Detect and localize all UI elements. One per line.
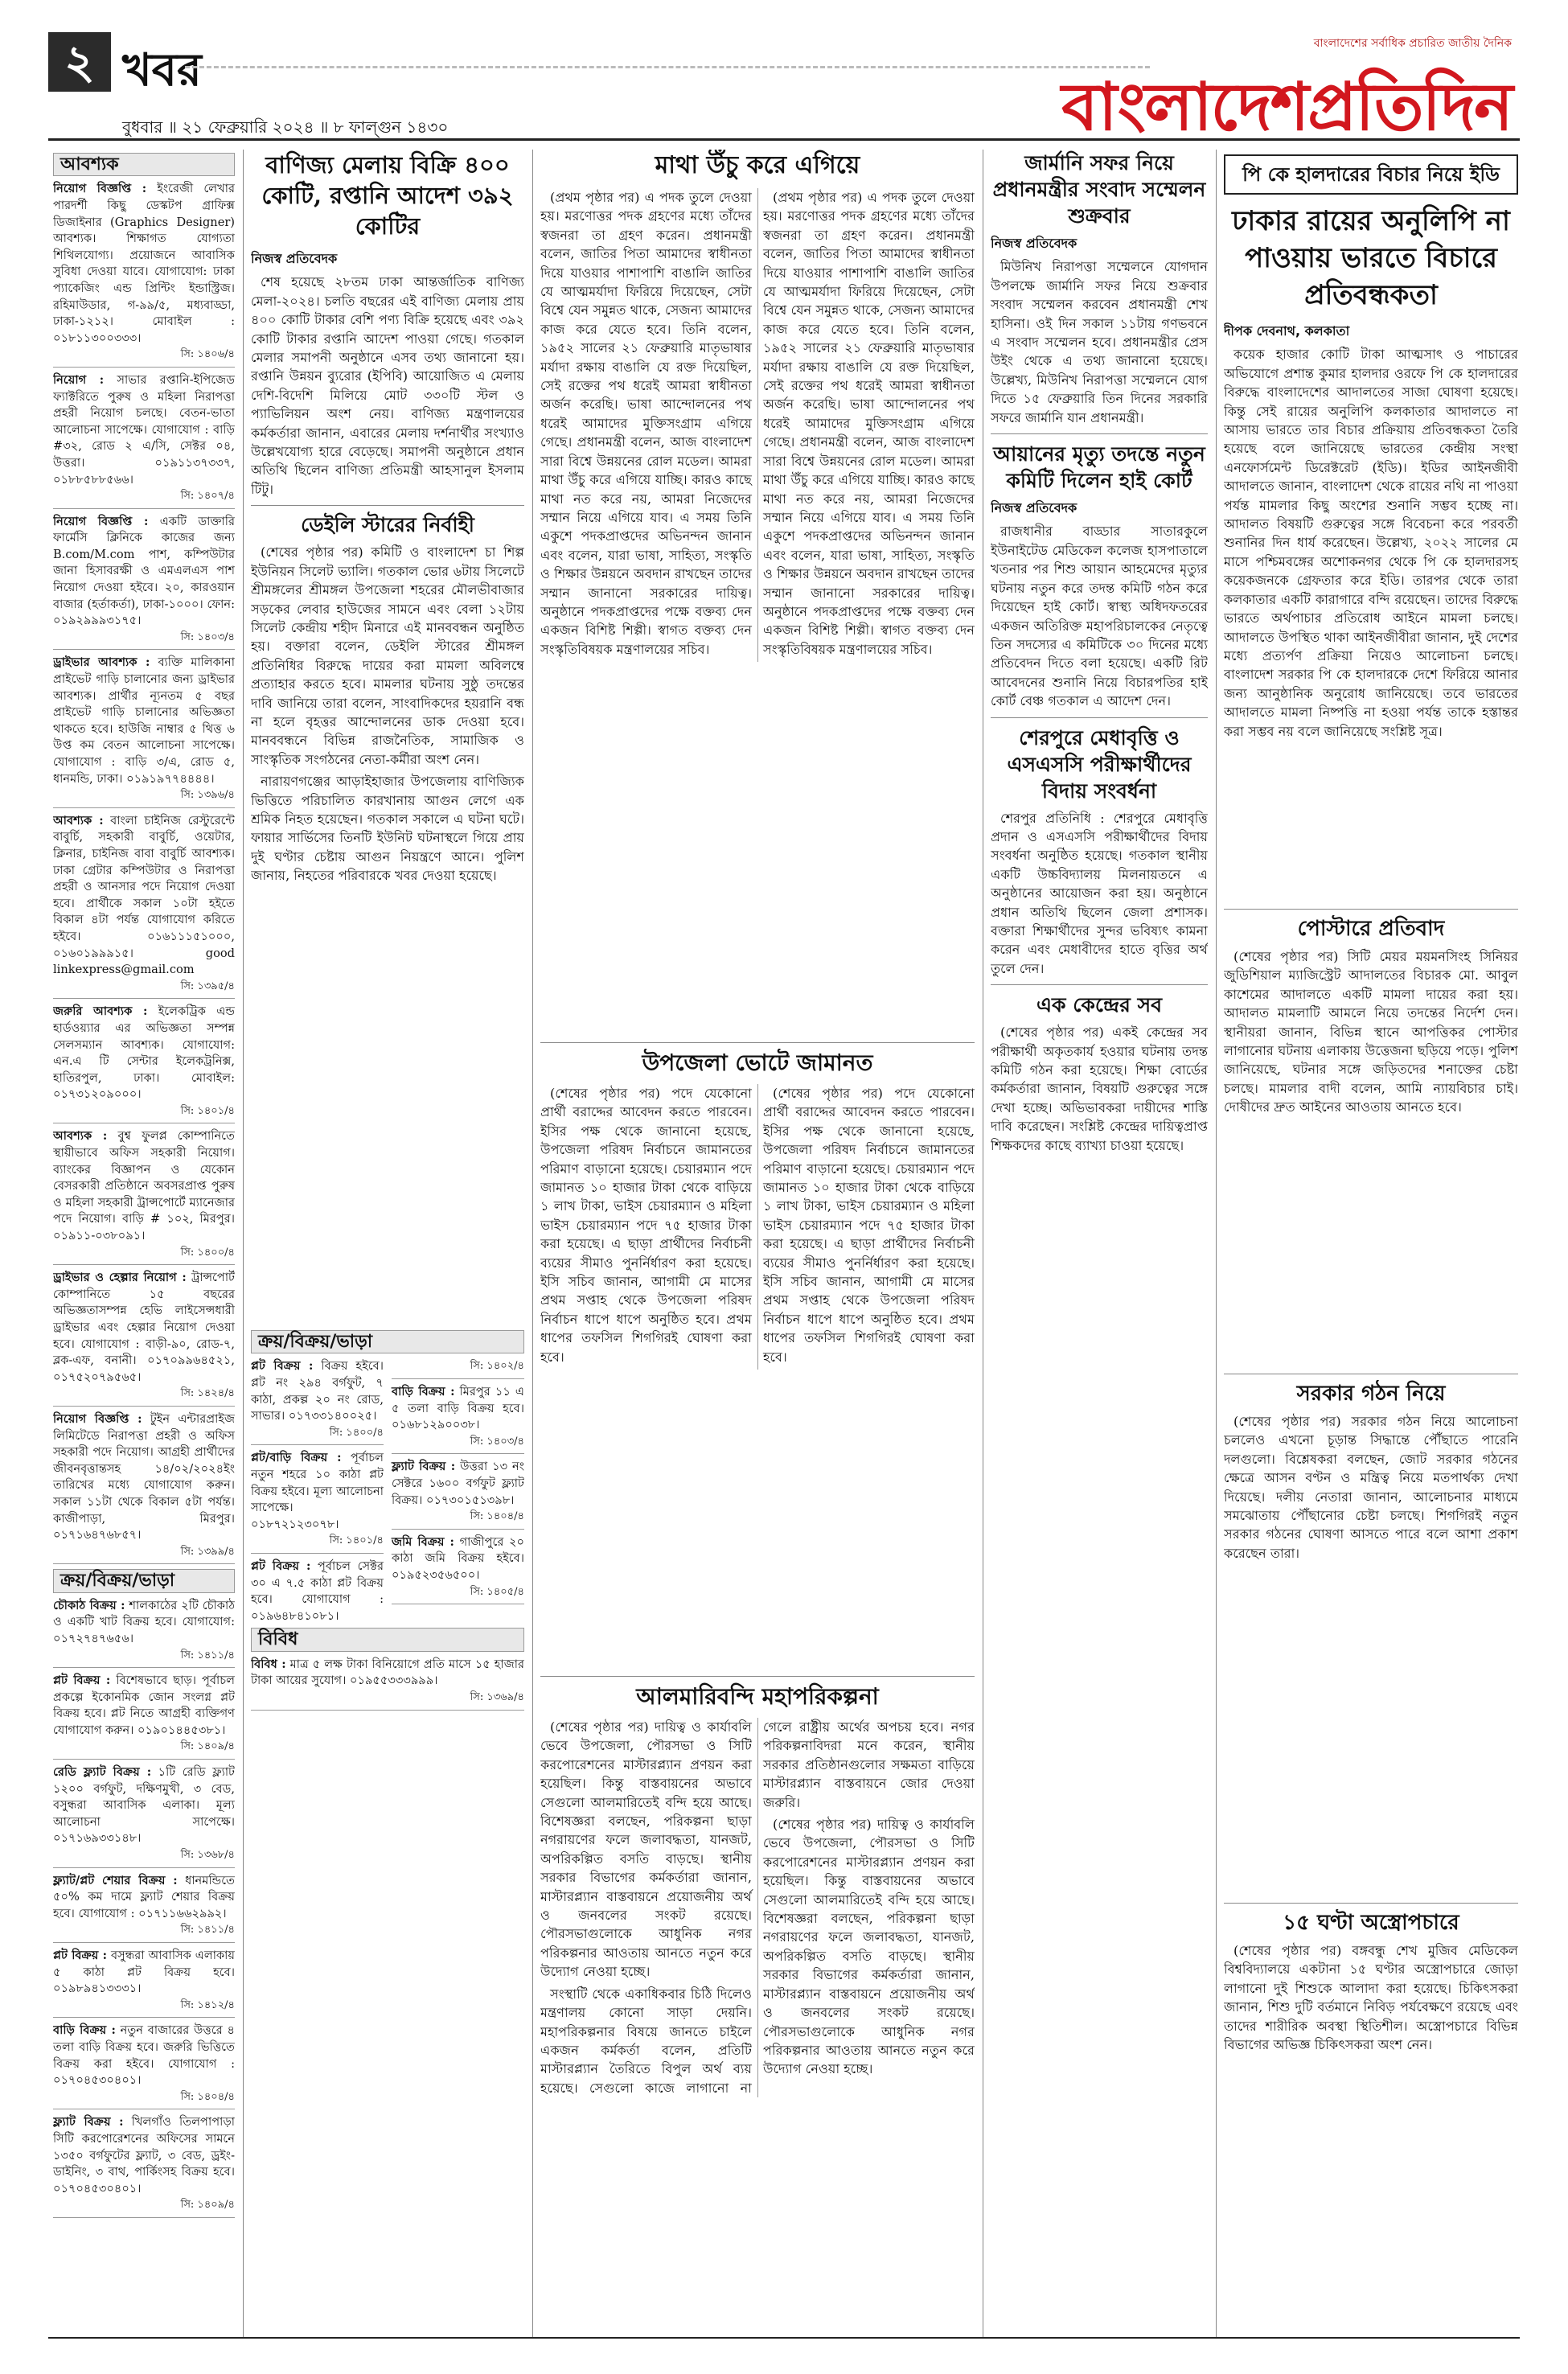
masterplan-body-more: (শেষের পৃষ্ঠার পর) দায়িত্ব ও কার্যাবলি ভেবে উপজেলা, পৌরসভা ও সিটি করপোরেশনের মাস্টারপ্ল্যান প্রণয়ন করা হয়েছিল। কিন্তু বাস্তবায়নের অভাবে সেগুলো আলমারিতেই বন্দি হয়ে আছে। বিশেষজ্ঞরা বলছেন, পরিকল্পনা ছাড়া নগরায়ণের ফলে জলাবদ্ধতা, যানজট, অপরিকল্পিত বসতি বাড়ছে। স্থানীয় সরকার বিভাগের কর্মকর্তারা জানান, মাস্টারপ্ল্যান বাস্তবায়নে প্রয়োজনীয় অর্থ ও জনবলের সংকট রয়েছে। পৌরসভাগুলোকে আধুনিক নগর পরিকল্পনার আওতায় আনতে নতুন করে উদ্যোগ নেওয়া হচ্ছে। [763,1817,975,2077]
ad-ref: সি: ১৪০৬/৪ [180,348,235,361]
footer-rule [48,2337,1520,2339]
classified-ad [53,1764,235,1868]
classified-ad [53,1873,235,1943]
small-sale-heading: ক্রয়/বিক্রয়/ভাড়া [251,1330,524,1353]
classified-ad [53,1598,235,1668]
upazila-article [540,1049,975,1668]
header-rule [48,138,1520,141]
ad-title: ফ্ল্যাট বিক্রয় : [392,1460,456,1474]
ad-text: ১টি রেডি ফ্ল্যাট ১২০০ বর্গফুট, দক্ষিণমুখী, ৩ বেড, বসুন্ধরা আবাসিক এলাকা। মূল্য আলোচনা সাপেক্ষে। ০১৭১৬৯৩৩১৪৮। [53,1765,235,1846]
ad-title: জরুরি আবশ্যক : [53,1004,148,1019]
govt-formation-body: (শেষের পৃষ্ঠার পর) সরকার গঠন নিয়ে আলোচনা চললেও এখনো চূড়ান্ত সিদ্ধান্তে পৌঁছাতে পারেনি দলগুলো। বিশ্লেষকরা বলছেন, জোট সরকার গঠনের ক্ষেত্রে আসন বণ্টন ও মন্ত্রিত্ব নিয়ে মতপার্থক্য দেখা দিয়েছে। দলীয় নেতারা জানান, আলোচনার মাধ্যমে সমঝোতায় পৌঁছানোর চেষ্টা চলছে। শিগগিরই নতুন সরকার গঠনের ঘোষণা আসতে পারে বলে আশা প্রকাশ করেছেন তারা। [1224,1414,1518,1561]
classified-ad [53,1948,235,2018]
exam-center-headline: এক কেন্দ্রের সব [1036,993,1162,1017]
masterplan-body-cont: সংস্থাটি থেকে একাধিকবার চিঠি দিলেও মন্ত্রণালয় কোনো সাড়া দেয়নি। মহাপরিকল্পনার বিষয়ে জানতে চাইলে একজন কর্মকর্তা বলেন, প্রতিটি মাস্টারপ্ল্যান তৈরিতে বিপুল অর্থ ব্যয় হয়েছে। সেগুলো কাজে লাগানো না গেলে রাষ্ট্রীয় অর্থের অপচয় হবে। নগর পরিকল্পনাবিদরা মনে করেন, স্থানীয় সরকার প্রতিষ্ঠানগুলোর সক্ষমতা বাড়িয়ে মাস্টারপ্ল্যান বাস্তবায়নে জোর দেওয়া জরুরি। [540,1719,975,2096]
ad-title: ফ্ল্যাট বিক্রয় : [53,2115,124,2130]
classified-ad [53,1673,235,1760]
classified-ad [53,813,235,1000]
ad-text: বুশ্ব ফুলপ্ল কোম্পানিতে স্থায়ীভাবে অফিস সহকারী নিয়োগ। ব্যাংকের বিজ্ঞাপন ও যেকোন বেসরকারী প্রতিষ্ঠানে অবসরপ্রাপ্ত পুরুষ ও মহিলা সহকারী ট্রান্সপোর্টে ম্যানেজার পদে নিয়োগ। বাড়ি # ১০২, মিরপুর। ০১৯১১-০৩৮০৯১। [53,1129,235,1243]
ad-text: খিলগাঁও তিলপাপাড়া সিটি করপোরেশনের অফিসের সামনে ১৩৫০ বর্গফুটের ফ্ল্যাট, ৩ বেড, ড্রইং-ডাইনিং, ৩ বাথ, পার্কিংসহ বিক্রয় হবে। ০১৭০৪৫৩০৪০১। [53,2115,235,2195]
pm-body-cont: (প্রথম পৃষ্ঠার পর) এ পদক তুলে দেওয়া হয়। মরণোত্তর পদক গ্রহণের মধ্যে তাঁদের স্বজনরা তা গ্রহণ করেন। প্রধানমন্ত্রী বলেন, জাতির পিতা আমাদের স্বাধীনতা দিয়ে যাওয়ার পাশাপাশি বাঙালি জাতির যে আত্মমর্যাদা ফিরিয়ে দিয়েছেন, সেটা বিশ্বে যেন সমুন্নত থাকে, সেজন্য আমাদের কাজ করে যেতে হবে। তিনি বলেন, ১৯৫২ সালের ২১ ফেব্রুয়ারি মাতৃভাষার মর্যাদা রক্ষায় বাঙালি যে রক্ত দিয়েছিল, সেই রক্তের পথ ধরেই আমরা স্বাধীনতা অর্জন করেছি। ভাষা আন্দোলনের পথ ধরেই আমাদের মুক্তিসংগ্রাম এগিয়ে গেছে। প্রধানমন্ত্রী বলেন, আজ বাংলাদেশ সারা বিশ্বে উন্নয়নের রোল মডেল। আমরা মাথা উঁচু করে এগিয়ে যাচ্ছি। কারও কাছে মাথা নত করে নয়, আমরা নিজেদের সম্মান নিয়ে এগিয়ে যাব। এ সময় তিনি একুশে পদকপ্রাপ্তদের অভিনন্দন জানান এবং বলেন, যারা ভাষা, সাহিত্য, সংস্কৃতি ও শিক্ষার উন্নয়নে অবদান রাখছেন তাদের সম্মান জানানো সরকারের দায়িত্ব। অনুষ্ঠানে পদকপ্রাপ্তদের পক্ষে বক্তব্য দেন একজন বিশিষ্ট শিল্পী। স্বাগত বক্তব্য দেন সংস্কৃতিবিষয়ক মন্ত্রণালয়ের সচিব। [763,190,975,657]
ad-ref: সি: ১৪০১/৪ [329,1534,384,1547]
classified-ad [53,514,235,651]
ad-ref: সি: ১৪১২/৪ [180,1998,235,2011]
ad-ref: সি: ১৪০০/৪ [329,1426,384,1439]
ad-title: ফ্ল্যাট/প্লট শেয়ার বিক্রয় : [53,1873,178,1887]
pm-article [540,150,975,1034]
classified-ad [392,1384,524,1454]
ad-text: বাংলা চাইনিজ রেস্টুরেন্টে বাবুর্চি, সহকারী বাবুর্চি, ওয়েটার, ক্লিনার, চাইনিজ বাবা বাবুর্চি আবশ্যক। ঢাকা গ্রেটার কম্পিউটার ও নিরাপত্তা প্রহরী ও আনসার পদে নিয়োগ দেওয়া হবে। প্রার্থীকে সকাল ১০টা হইতে বিকাল ৪টা পর্যন্ত যোগাযোগ করিতে হইবে। ০১৬১১১৫১০০০, ০১৬০১৯৯৯১৫। good linkexpress@gmail.com [53,813,235,977]
ad-text: একটি ডাক্তারি ফার্মেসি ক্লিনিকে কাজের জন্য B.com/M.com পাশ, কম্পিউটার জানা হিসাবরক্ষী ও এমএলএস পাশ নিয়োগ দেওয়া হইবে। ২০, কারওয়ান বাজার (হর্তাকর্তা), ঢাকা-১০০০। ফোন: ০১৯২৯৯৯৩১৭৫। [53,514,235,628]
ad-ref: সি: ১৪০৫/৪ [470,1585,524,1598]
ad-ref: সি: ১৪১১/৪ [180,1924,235,1937]
trade-fair-body: শেষ হয়েছে ২৮তম ঢাকা আন্তর্জাতিক বাণিজ্য মেলা-২০২৪। চলতি বছরের এই বাণিজ্য মেলায় প্রায় ৪০০ কোটি টাকার বেশি পণ্য বিক্রি হয়েছে এবং ৩৯২ কোটি টাকার রপ্তানি আদেশ পাওয়া গেছে। গতকাল মেলার সমাপনী অনুষ্ঠানে এসব তথ্য জানানো হয়। রপ্তানি উন্নয়ন ব্যুরোর (ইপিবি) আয়োজিত এ মেলায় দেশি-বিদেশি মিলিয়ে মোট ৩৩০টি স্টল ও প্যাভিলিয়ন অংশ নেয়। বাণিজ্য মন্ত্রণালয়ের কর্মকর্তারা জানান, এবারের মেলায় দর্শনার্থীর সংখ্যাও উল্লেখযোগ্য হারে বেড়েছে। সমাপনী অনুষ্ঠানে প্রধান অতিথি ছিলেন বাণিজ্য প্রতিমন্ত্রী আহসানুল ইসলাম টিটু। [251,274,524,497]
column-5 [991,150,1208,2321]
ad-title: নিয়োগ বিজ্ঞপ্তি : [53,514,149,528]
classified-ad [53,655,235,807]
ad-ref: সি: ১৪০২/৪ [470,1360,524,1373]
header-dash-rule [185,66,1150,68]
ad-text: ইংরেজী লেখার পারদর্শী কিছু ডেস্কটপ গ্রাফিক্স ডিজাইনার (Graphics Designer) আবশ্যক। শিক্ষাগত যোগ্যতা শিথিলযোগ্য। প্রয়োজনে আবাসিক সুবিধা দেওয়া যাবে। যোগাযোগ: ঢাকা প্যাকেজিং এন্ড প্রিন্টিং ইন্ডাস্ট্রিজ। রহিমাউডার, গ-৯৯/৫, মধ্যবাড্ডা, ঢাকা-১২১২। মোবাইল : ০১৮১১৩০০৩৩৩। [53,182,235,345]
ad-ref: সি: ১৪০৪/৪ [180,2090,235,2103]
ad-text: শালকাঠের ২টি চৌকাঠ ও একটি খাট বিক্রয় হবে। যোগাযোগ: ০১৭২৭৪৭৬৫৬। [53,1598,235,1645]
ad-title: জমি বিক্রয় : [392,1534,454,1549]
trade-fair-headline: বাণিজ্য মেলায় বিক্রি ৪০০ কোটি, রপ্তানি আদেশ ৩৯২ কোটির [261,151,514,240]
ad-ref: সি: ১৪০৩/৪ [180,630,235,643]
pk-halder-article [1224,322,1518,901]
ad-title: প্লট বিক্রয় : [53,1949,108,1962]
pk-halder-body: কয়েক হাজার কোটি টাকা আত্মসাৎ ও পাচারের অভিযোগে প্রশান্ত কুমার হালদার ওরফে পি কে হালদারের বিরুদ্ধে বাংলাদেশের আদালতের সাজা ঘোষণা হয়েছে। কিন্তু সেই রায়ের অনুলিপি কলকাতার আদালতে না আসায় ভারতে তার বিচার প্রক্রিয়ায় প্রতিবন্ধকতা তৈরি হয়েছে বলে জানিয়েছে ভারতের কেন্দ্রীয় সংস্থা এনফোর্সমেন্ট ডিরেক্টরেট (ইডি)। ইডির আইনজীবী আদালতে জানান, বাংলাদেশ থেকে রায়ের নথি না পাওয়া পর্যন্ত মামলার কিছু অংশের শুনানি সম্ভব হচ্ছে না। আদালত বিষয়টি গুরুত্বের সঙ্গে বিবেচনা করে পরবর্তী শুনানির দিন ধার্য করেছেন। উল্লেখ্য, ২০২২ সালের মে মাসে পশ্চিমবঙ্গের অশোকনগর থেকে পি কে হালদারসহ কয়েকজনকে গ্রেফতার করে ইডি। তারপর থেকে তারা কলকাতার একটি কারাগারে বন্দি রয়েছেন। তাদের বিরুদ্ধে ভারতে অর্থপাচার প্রতিরোধ আইনে মামলা চলছে। আদালতে উপস্থিত থাকা আইনজীবীরা জানান, দুই দেশের মধ্যে প্রত্যর্পণ প্রক্রিয়া নিয়েও আলোচনা চলছে। বাংলাদেশ সরকার পি কে হালদারকে দেশে ফিরিয়ে আনার জন্য আনুষ্ঠানিক অনুরোধ জানিয়েছে। তবে ভারতের আদালতে মামলা নিষ্পত্তি না হওয়া পর্যন্ত তাকে হস্তান্তর করা সম্ভব নয় বলে জানিয়েছে সংশ্লিষ্ট সূত্র। [1224,347,1518,739]
surgery-body: (শেষের পৃষ্ঠার পর) বঙ্গবন্ধু শেখ মুজিব মেডিকেল বিশ্ববিদ্যালয়ে একটানা ১৫ ঘণ্টার অস্ত্রোপচারে জোড়া লাগানো দুই শিশুকে আলাদা করা হয়েছে। চিকিৎসকরা জানান, শিশু দুটি বর্তমানে নিবিড় পর্যবেক্ষণে রয়েছে এবং তাদের শারীরিক অবস্থা স্থিতিশীল। অস্ত্রোপচারে বিভিন্ন বিভাগের অভিজ্ঞ চিকিৎসকরা অংশ নেন। [1224,1943,1518,2053]
brand-logo: বাংলাদেশপ্রতিদিন [1061,69,1512,146]
poster-body: (শেষের পৃষ্ঠার পর) সিটি মেয়র ময়মনসিংহ সিনিয়র জুডিশিয়াল ম্যাজিস্ট্রেট আদালতের বিচারক মো. আবুল কাশেমের আদালতে একটি মামলা দায়ের করা হয়। আদালত মামলাটি আমলে নিয়ে তদন্তের নির্দেশ দেন। স্থানীয়রা জানান, বিভিন্ন স্থানে আপত্তিকর পোস্টার লাগানোর ঘটনায় এলাকায় উত্তেজনা ছড়িয়ে পড়ে। পুলিশ জানিয়েছে, ঘটনার সঙ্গে জড়িতদের শনাক্তের চেষ্টা চলছে। মামলার বাদী বলেন, আমি ন্যায়বিচার চাই। দোষীদের দ্রুত আইনের আওতায় আনতে হবে। [1224,949,1518,1115]
page-number: ২ [48,32,111,92]
small-classified-column [251,1327,524,2316]
ad-text: সাভার রপ্তানি-ইপিজেড ফ্যাক্টরিতে পুরুষ ও মহিলা নিরাপত্তা প্রহরী নিয়োগ চলছে। বেতন-ভাতা আলোচনা সাপেক্ষে। যোগাযোগ : বাড়ি #৩২, রোড ২ এ/সি, সেক্টর ০৪, উত্তরা। ০১৯১১৩৭৩৩৭, ০১৮৮৫৮৮৫৬৬। [53,372,235,487]
poster-article [1224,915,1518,1366]
ad-ref: সি: ১৩৬৯/৪ [470,1690,524,1703]
pm-headline: মাথা উঁচু করে এগিয়ে [655,151,860,179]
ad-ref: সি: ১৩৬৮/৪ [180,1849,235,1862]
ad-ref: সি: ১৪০৭/৪ [180,490,235,503]
pk-halder-kicker: পি কে হালদারের বিচার নিয়ে ইডি [1224,154,1518,195]
classified-ad [53,1270,235,1407]
ad-title: বাড়ি বিক্রয় : [392,1385,455,1399]
trade-fair-byline: নিজস্ব প্রতিবেদক [251,251,338,266]
ad-ref: সি: ১৪০৯/৪ [180,2199,235,2212]
ad-text: ইলেকট্রিক এন্ড হার্ডওয়্যার এর অভিজ্ঞতা সম্পন্ন সেলসম্যান আবশ্যক। যোগাযোগ: এন.এ টি সেন্টার ইলেকট্রনিক্স, হাতিরপুল, ঢাকা। মোবাইল: ০১৭৩১২০৯০০০। [53,1004,235,1102]
upazila-body-cont: (শেষের পৃষ্ঠার পর) পদে যেকোনো প্রার্থী বরাদ্দের আবেদন করতে পারবেন। ইসির পক্ষ থেকে জানানো হয়েছে, উপজেলা পরিষদ নির্বাচনে জামানতের পরিমাণ বাড়ানো হয়েছে। চেয়ারম্যান পদে জামানত ১০ হাজার টাকা থেকে বাড়িয়ে ১ লাখ টাকা, ভাইস চেয়ারম্যান ও মহিলা ভাইস চেয়ারম্যান পদে ৭৫ হাজার টাকা করা হয়েছে। এ ছাড়া প্রার্থীদের নির্বাচনী ব্যয়ের সীমাও পুনর্নির্ধারণ করা হয়েছে। ইসি সচিব জানান, আগামী মে মাসের প্রথম সপ্তাহ থেকে উপজেলা পরিষদ নির্বাচন ধাপে ধাপে অনুষ্ঠিত হবে। প্রথম ধাপের তফসিল শিগগিরই ঘোষণা করা হবে। [763,1086,975,1365]
classified-ad [53,1411,235,1564]
ad-ref: সি: ১৪০৯/৪ [180,1740,235,1753]
ad-title: রেডি ফ্ল্যাট বিক্রয় : [53,1765,152,1780]
govt-formation-headline: সরকার গঠন নিয়ে [1296,1382,1446,1406]
daily-star-headline: ডেইলি স্টারের নির্বাহী [301,513,474,537]
ad-ref: সি: ১৪০০/৪ [180,1246,235,1259]
ad-text: ধানমন্ডিতে ৫০% কম দামে ফ্ল্যাট শেয়ার বিক্রয় হবে। যোগাযোগ : ০১৭১১৬৬২৯৯২। [53,1873,235,1920]
daily-star-body: (শেষের পৃষ্ঠার পর) কমিটি ও বাংলাদেশ চা শিল্প ইউনিয়ন সিলেট ভ্যালি। গতকাল ভোর ৬টায় সিলেটে শ্রীমঙ্গলের শ্রীমঙ্গল উপজেলা শহরের মৌলভীবাজার সড়কের লেবার হাউজের সামনে এবং বেলা ১২টায় সিলেট কেন্দ্রীয় শহীদ মিনারে এই মানববন্ধন অনুষ্ঠিত হয়। বক্তারা বলেন, ডেইলি স্টারের শ্রীমঙ্গল প্রতিনিধির বিরুদ্ধে দায়ের করা মামলা অবিলম্বে প্রত্যাহার করতে হবে। মামলার ঘটনায় সুষ্ঠু তদন্তের দাবি জানিয়ে তারা বলেন, সাংবাদিকদের হয়রানি বন্ধ না হলে বৃহত্তর আন্দোলনের ডাক দেওয়া হবে। মানববন্ধনে বিভিন্ন রাজনৈতিক, সামাজিক ও সাংস্কৃতিক সংগঠনের নেতা-কর্মীরা অংশ নেন। [251,544,524,767]
ad-text: নতুন বাজারের উত্তরে ৪ তলা বাড়ি বিক্রয় হবে। জরুরি ভিত্তিতে বিক্রয় করা হইবে। যোগাযোগ : ০১৭০৪৫৩০৪০১। [53,2023,235,2088]
classified-ad [251,1657,524,1711]
ad-title: বাড়ি বিক্রয় : [53,2023,116,2038]
classified-ad [53,372,235,509]
ad-text: পূর্বাচল সেক্টর ৩০ এ ৭.৫ কাঠা প্লট বিক্রয় হবে। যোগাযোগ : ০১৯৬৪৮৪১০৮১। [251,1559,384,1623]
classified-ad [53,2023,235,2109]
classified-column [53,150,235,2321]
ad-title: প্লট বিক্রয় : [53,1674,111,1688]
ad-text: বিশেষভাবে ছাড়। পূর্বাচল প্রকল্পে ইকোনমিক জোন সংলগ্ন প্লট বিক্রয় হবে। প্লট নিতে আগ্রহী ব্যক্তিগণ যোগাযোগ করুন। ০১৯০১৪৪৫৩৮১। [53,1674,235,1737]
classified-ad [53,1128,235,1265]
ad-title: বিবিধ : [251,1657,286,1671]
ad-title: নিয়োগ বিজ্ঞপ্তি : [53,1411,142,1426]
classified-heading: আবশ্যক [53,153,235,176]
poster-headline: পোস্টারে প্রতিবাদ [1297,917,1445,941]
ad-text: বিক্রয় হইবে। প্লট নং ২৯৪ বর্গফুট, ৭ কাঠা, প্রকল্প ২০ নং রোড, সাভার। ০১৭৩৩১৪০০২৫। [251,1359,384,1423]
ad-title: নিয়োগ বিজ্ঞপ্তি : [53,182,147,196]
pk-halder-byline: দীপক দেবনাথ, কলকাতা [1224,323,1350,339]
ad-text: বসুন্ধরা আবাসিক এলাকায় ৫ কাঠা প্লট বিক্রয় হবে। ০১৯৮৯৪১৩৩৩১। [53,1949,235,1996]
masterplan-body: (শেষের পৃষ্ঠার পর) দায়িত্ব ও কার্যাবলি ভেবে উপজেলা, পৌরসভা ও সিটি করপোরেশনের মাস্টারপ্ল্যান প্রণয়ন করা হয়েছিল। কিন্তু বাস্তবায়নের অভাবে সেগুলো আলমারিতেই বন্দি হয়ে আছে। বিশেষজ্ঞরা বলছেন, পরিকল্পনা ছাড়া নগরায়ণের ফলে জলাবদ্ধতা, যানজট, অপরিকল্পিত বসতি বাড়ছে। স্থানীয় সরকার বিভাগের কর্মকর্তারা জানান, মাস্টারপ্ল্যান বাস্তবায়নে প্রয়োজনীয় অর্থ ও জনবলের সংকট রয়েছে। পৌরসভাগুলোকে আধুনিক নগর পরিকল্পনার আওতায় আনতে নতুন করে উদ্যোগ নেওয়া হচ্ছে। [540,1719,752,1980]
ad-ref: সি: ১৪০৩/৪ [470,1435,524,1448]
column-rule [1216,150,1217,2337]
pk-halder-headline: ঢাকার রায়ের অনুলিপি না পাওয়ায় ভারতে বিচারে প্রতিবন্ধকতা [1232,205,1510,311]
upazila-headline: উপজেলা ভোটে জামানত [642,1049,873,1076]
ad-ref: সি: ১৪১১/৪ [180,1649,235,1661]
ad-title: প্লট/বাড়ি বিক্রয় : [251,1451,342,1465]
sherpur-body: শেরপুর প্রতিনিধি : শেরপুরে মেধাবৃত্তি প্রদান ও এসএসসি পরীক্ষার্থীদের বিদায় সংবর্ধনা অনুষ্ঠিত হয়েছে। গতকাল স্থানীয় একটি উচ্চবিদ্যালয় মিলনায়তনে এ অনুষ্ঠানের আয়োজন করা হয়। অনুষ্ঠানে প্রধান অতিথি ছিলেন জেলা প্রশাসক। বক্তারা শিক্ষার্থীদের সুন্দর ভবিষ্যৎ কামনা করেন এবং মেধাবীদের হাতে বৃত্তির অর্থ তুলে দেন। [991,810,1208,976]
trade-fair-article [251,150,524,1316]
misc-heading: বিবিধ [251,1628,524,1651]
classified-ad [392,1534,524,1604]
ayan-byline: নিজস্ব প্রতিবেদক [991,500,1077,516]
masterplan-article [540,1682,975,2326]
ad-text: ব্যক্তি মালিকানা প্রাইভেট গাড়ি চালানোর জন্য ড্রাইভার আবশ্যক। প্রার্থীর ন্যূনতম ৫ বছর প্রাইভেট গাড়ি চালানোর অভিজ্ঞতা থাকতে হবে। হাউজি নাম্বার ৫ থিত্ত ৬ উপ্ত কম বেতন আলোচনা সাপেক্ষে। যোগাযোগ : বাড়ি ৩/এ, রোড ৫, ধানমন্ডি, ঢাকা। ০১৯১৯৭৭৪৪৪৪। [53,655,235,786]
ad-ref: সি: ১৪০৪/৪ [470,1510,524,1523]
ayan-headline: আয়ানের মৃত্যু তদন্তে নতুন কমিটি দিলেন হাই কোর্ট [993,442,1205,493]
ad-ref: সি: ১৪০১/৪ [180,1104,235,1117]
ad-title: প্লট বিক্রয় : [251,1559,311,1573]
ad-title: চৌকাঠ বিক্রয় : [53,1598,125,1612]
column-rule [532,150,533,2337]
germany-body: মিউনিখ নিরাপত্তা সম্মেলনে যোগদান উপলক্ষে জার্মানি সফর নিয়ে শুক্রবার সংবাদ সম্মেলন করবেন প্রধানমন্ত্রী শেখ হাসিনা। ওই দিন সকাল ১১টায় গণভবনে এ সংবাদ সম্মেলন হবে। প্রধানমন্ত্রীর প্রেস উইং থেকে এ তথ্য জানানো হয়েছে। উল্লেখ্য, মিউনিখ নিরাপত্তা সম্মেলনে যোগ দিতে ১৫ ফেব্রুয়ারি তিন দিনের সরকারি সফরে জার্মানি যান প্রধানমন্ত্রী। [991,259,1208,425]
surgery-article [1224,1909,1518,2327]
ad-ref: সি: ১৪২৪/৪ [180,1387,235,1400]
pm-body: (প্রথম পৃষ্ঠার পর) এ পদক তুলে দেওয়া হয়। মরণোত্তর পদক গ্রহণের মধ্যে তাঁদের স্বজনরা তা গ্রহণ করেন। প্রধানমন্ত্রী বলেন, জাতির পিতা আমাদের স্বাধীনতা দিয়ে যাওয়ার পাশাপাশি বাঙালি জাতির যে আত্মমর্যাদা ফিরিয়ে দিয়েছেন, সেটা বিশ্বে যেন সমুন্নত থাকে, সেজন্য আমাদের কাজ করে যেতে হবে। তিনি বলেন, ১৯৫২ সালের ২১ ফেব্রুয়ারি মাতৃভাষার মর্যাদা রক্ষায় বাঙালি যে রক্ত দিয়েছিল, সেই রক্তের পথ ধরেই আমরা স্বাধীনতা অর্জন করেছি। ভাষা আন্দোলনের পথ ধরেই আমাদের মুক্তিসংগ্রাম এগিয়ে গেছে। প্রধানমন্ত্রী বলেন, আজ বাংলাদেশ সারা বিশ্বে উন্নয়নের রোল মডেল। আমরা মাথা উঁচু করে এগিয়ে যাচ্ছি। কারও কাছে মাথা নত করে নয়, আমরা নিজেদের সম্মান নিয়ে এগিয়ে যাব। এ সময় তিনি একুশে পদকপ্রাপ্তদের অভিনন্দন জানান এবং বলেন, যারা ভাষা, সাহিত্য, সংস্কৃতি ও শিক্ষার উন্নয়নে অবদান রাখছেন তাদের সম্মান জানানো সরকারের দায়িত্ব। অনুষ্ঠানে পদকপ্রাপ্তদের পক্ষে বক্তব্য দেন একজন বিশিষ্ট শিল্পী। স্বাগত বক্তব্য দেন সংস্কৃতিবিষয়ক মন্ত্রণালয়ের সচিব। [540,190,752,657]
section-name: খবর [122,43,202,97]
classified-ad [53,181,235,368]
ad-text: উত্তরা ১৩ নং সেক্টরে ১৬০০ বর্গফুট ফ্ল্যাট বিক্রয়। ০১৭৩০১৫১৩৯৮। [392,1460,524,1507]
surgery-headline: ১৫ ঘণ্টা অস্ত্রোপচারে [1283,1911,1459,1935]
ad-title: আবশ্যক : [53,1129,108,1144]
ad-ref: সি: ১৩৯৬/৪ [180,789,235,802]
upazila-body: (শেষের পৃষ্ঠার পর) পদে যেকোনো প্রার্থী বরাদ্দের আবেদন করতে পারবেন। ইসির পক্ষ থেকে জানানো হয়েছে, উপজেলা পরিষদ নির্বাচনে জামানতের পরিমাণ বাড়ানো হয়েছে। চেয়ারম্যান পদে জামানত ১০ হাজার টাকা থেকে বাড়িয়ে ১ লাখ টাকা, ভাইস চেয়ারম্যান ও মহিলা ভাইস চেয়ারম্যান পদে ৭৫ হাজার টাকা করা হয়েছে। এ ছাড়া প্রার্থীদের নির্বাচনী ব্যয়ের সীমাও পুনর্নির্ধারণ করা হয়েছে। ইসি সচিব জানান, আগামী মে মাসের প্রথম সপ্তাহ থেকে উপজেলা পরিষদ নির্বাচন ধাপে ধাপে অনুষ্ঠিত হবে। প্রথম ধাপের তফসিল শিগগিরই ঘোষণা করা হবে। [540,1086,752,1365]
ad-text: গাজীপুরে ২০ কাঠা জমি বিক্রয় হইবে। ০১৯৫২৩৫৬৫০০। [392,1534,524,1582]
ad-title: আবশ্যক : [53,813,104,828]
germany-headline: জার্মানি সফর নিয়ে প্রধানমন্ত্রীর সংবাদ সম্মেলন শুক্রবার [992,151,1206,228]
exam-center-body: (শেষের পৃষ্ঠার পর) একই কেন্দ্রের সব পরীক্ষার্থী অকৃতকার্য হওয়ার ঘটনায় তদন্ত কমিটি গঠন করা হয়েছে। শিক্ষা বোর্ডের কর্মকর্তারা জানান, বিষয়টি গুরুত্বের সঙ্গে দেখা হচ্ছে। অভিভাবকরা দায়ীদের শাস্তি দাবি করেছেন। সংশ্লিষ্ট কেন্দ্রের দায়িত্বপ্রাপ্ত শিক্ষকদের কাছে ব্যাখ্যা চাওয়া হয়েছে। [991,1025,1208,1153]
ad-title: প্লট বিক্রয় : [251,1359,314,1374]
ad-title: নিয়োগ : [53,372,105,387]
misc-body: নারায়ণগঞ্জের আড়াইহাজার উপজেলায় বাণিজ্যিক ভিত্তিতে পরিচালিত কারখানায় আগুন লেগে এক শ্রমিক নিহত হয়েছেন। গতকাল সকালে এ ঘটনা ঘটে। ফায়ার সার্ভিসের তিনটি ইউনিট ঘটনাস্থলে গিয়ে প্রায় দুই ঘণ্টার চেষ্টায় আগুন নিয়ন্ত্রণে আনে। পুলিশ জানায়, নিহতের পরিবারকে খবর দেওয়া হয়েছে। [251,774,524,884]
ad-text: মাত্র ৫ লক্ষ টাকা বিনিয়োগে প্রতি মাসে ১৫ হাজার টাকা আয়ের সুযোগ। ০১৯৫৫৩৩৩৯৯৯। [251,1657,524,1688]
classified-ad [251,1358,384,1445]
column-rule [243,150,244,2337]
classified-ad [53,2114,235,2218]
ad-text: পূর্বাচল নতুন শহরে ১০ কাঠা প্লট বিক্রয় হইবে। মূল্য আলোচনা সাপেক্ষে। ০১৮৭২১২৩০৭৮। [251,1451,384,1531]
ayan-body: রাজধানীর বাড্ডার সাতারকুলে ইউনাইটেড মেডিকেল কলেজ হাসপাতালে খতনার পর শিশু আয়ান আহমেদের মৃত্যুর ঘটনায় নতুন করে তদন্ত কমিটি গঠন করে দিয়েছেন হাই কোর্ট। স্বাস্থ্য অধিদফতরের একজন অতিরিক্ত মহাপরিচালকের নেতৃত্বে তিন সদস্যের এ কমিটিকে ৩০ দিনের মধ্যে প্রতিবেদন দিতে বলা হয়েছে। একটি রিট আবেদনের শুনানি নিয়ে বিচারপতির হাই কোর্ট বেঞ্চ গতকাল এ আদেশ দেন। [991,524,1208,709]
ad-title: ড্রাইভার আবশ্যক : [53,655,150,670]
sherpur-headline: শেরপুরে মেধাবৃত্তি ও এসএসসি পরীক্ষার্থীদের বিদায় সংবর্ধনা [1007,725,1192,803]
brand-tagline: বাংলাদেশের সর্বাধিক প্রচারিত জাতীয় দৈনিক [1313,37,1512,50]
dateline: বুধবার ॥ ২১ ফেব্রুয়ারি ২০২৪ ॥ ৮ ফাল্গুন ১৪৩০ [122,117,449,137]
ad-text: মিরপুর ১১ এ ৫ তলা বাড়ি বিক্রয় হবে। ০১৬৮১২৯০০৩৮। [392,1385,524,1432]
germany-byline: নিজস্ব প্রতিবেদক [991,236,1077,251]
ad-title: ড্রাইভার ও হেল্পার নিয়োগ : [53,1271,187,1285]
classified-ad [251,1450,384,1554]
classified-ad [392,1459,524,1529]
ad-text: ট্রান্সপোর্ট কোম্পানিতে ১৫ বছরের অভিজ্ঞতাসম্পন্ন হেভি লাইসেন্সধারী ড্রাইভার এবং হেল্পার নিয়োগ দেওয়া হবে। যোগাযোগ : বাড়ী-৯০, রোড-৭, ব্লক-এফ, বনানী। ০১৭০৯৯৬৪৫২১, ০১৭৫২০৭৯৫৬৫। [53,1271,235,1384]
ad-ref: সি: ১৩৯৫/৪ [180,980,235,992]
ad-text: টুইন এন্টারপ্রাইজ লিমিটেডে নিরাপত্তা প্রহরী ও অফিস সহকারী পদে নিয়োগ। আগ্রহী প্রার্থীদের জীবনবৃত্তান্তসহ ১৪/০২/২০২৪ইং তারিখের মধ্যে যোগাযোগ করুন। সকাল ১১টা থেকে বিকাল ৫টা পর্যন্ত। কাজীপাড়া, মিরপুর। ০১৭১৬৪৭৬৮৫৭। [53,1411,235,1542]
ad-ref: সি: ১৩৯৯/৪ [180,1545,235,1558]
govt-formation-article [1224,1380,1518,1895]
classified-ad [53,1004,235,1123]
sale-heading: ক্রয়/বিক্রয়/ভাড়া [53,1569,235,1592]
masterplan-headline: আলমারিবন্দি মহাপরিকল্পনা [636,1683,879,1710]
masthead [48,32,1520,153]
